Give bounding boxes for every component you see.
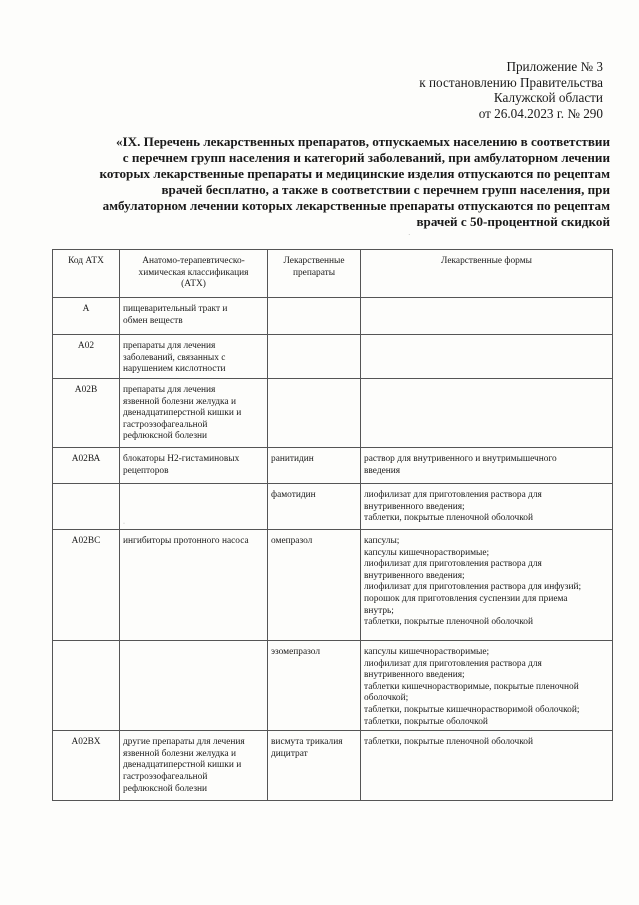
classification-cell xyxy=(120,335,268,379)
dosage-form-cell-line: внутривенного введения; xyxy=(364,670,465,681)
dosage-form-cell-line: капсулы; xyxy=(364,536,400,546)
preparation-cell xyxy=(268,298,361,335)
preparation-cell xyxy=(268,484,361,530)
atx-code-cell: А02ВХ xyxy=(53,731,120,801)
classification-cell xyxy=(120,448,268,484)
classification-cell-line: ингибиторы протонного насоса xyxy=(123,536,249,546)
dosage-form-cell-line: порошок для приготовления суспензии для приема xyxy=(364,593,568,604)
dosage-form-cell-line: таблетки, покрытые пленочной оболочкой xyxy=(364,513,533,524)
preparation-cell-line: эзомепразол xyxy=(271,647,321,657)
table-row xyxy=(53,530,613,641)
dosage-form-cell xyxy=(361,379,613,448)
table-header-row xyxy=(53,250,613,298)
header-classification-line: химическая классификация xyxy=(138,267,249,278)
preparation-cell-line: висмута трикалия xyxy=(271,737,343,748)
dosage-form-cell-line: лиофилизат для приготовления раствора для инфузий; xyxy=(364,582,582,593)
classification-cell xyxy=(120,298,268,335)
dosage-form-cell-line: внутривенного введения; xyxy=(364,501,465,512)
dosage-form-cell xyxy=(361,731,613,801)
preparation-cell xyxy=(268,335,361,379)
dosage-form-cell-line: таблетки, покрытые оболочкой xyxy=(364,716,488,727)
dosage-form-cell-line: раствор для внутривенного и внутримышечного xyxy=(364,454,557,464)
dosage-form-cell-line: таблетки, покрытые пленочной оболочкой xyxy=(364,737,533,748)
dosage-form-cell-line: внутрь; xyxy=(364,605,394,616)
atx-code-cell: А02В xyxy=(53,379,120,448)
dosage-form-cell-line: лиофилизат для приготовления раствора для xyxy=(364,658,542,669)
atx-table xyxy=(52,249,613,801)
document-title xyxy=(48,134,610,230)
atx-code-cell xyxy=(53,484,120,530)
classification-cell xyxy=(120,530,268,641)
dosage-form-cell xyxy=(361,530,613,641)
classification-cell xyxy=(120,641,268,731)
classification-cell-line: блокаторы Н2-гистаминовых xyxy=(123,454,240,464)
dosage-form-cell-line: лиофилизат для приготовления раствора для xyxy=(364,490,542,500)
atx-code-cell: А02ВС xyxy=(53,530,120,641)
classification-cell-line: нарушением кислотности xyxy=(123,364,226,375)
header-classification xyxy=(120,250,268,298)
atx-code-cell xyxy=(53,641,120,731)
preparation-cell-line: дицитрат xyxy=(271,748,308,759)
header-preparations xyxy=(268,250,361,298)
classification-cell-line: рецепторов xyxy=(123,465,169,476)
dosage-form-cell-line: лиофилизат для приготовления раствора для xyxy=(364,559,542,570)
classification-cell-line: рефлюксной болезни xyxy=(123,431,208,442)
preparation-cell-line: омепразол xyxy=(271,536,313,546)
table-row xyxy=(53,641,613,731)
classification-cell-line: другие препараты для лечения xyxy=(123,737,245,748)
table-row xyxy=(53,379,613,448)
header-classification-line: (АТХ) xyxy=(181,279,206,290)
dosage-form-cell xyxy=(361,641,613,731)
table-row xyxy=(53,448,613,484)
classification-cell-line: язвенной болезни желудка и xyxy=(123,396,236,407)
preparation-cell xyxy=(268,448,361,484)
table-row xyxy=(53,335,613,379)
classification-cell-line: рефлюксной болезни xyxy=(123,783,208,794)
header-preparations-line: Лекарственные xyxy=(283,256,345,266)
classification-cell-line: препараты для лечения xyxy=(123,385,216,395)
preparation-cell xyxy=(268,641,361,731)
appendix-line-1: Приложение № 3 xyxy=(506,59,603,74)
classification-cell-line: препараты для лечения xyxy=(123,341,216,351)
preparation-cell xyxy=(268,530,361,641)
classification-cell-line: заболеваний, связанных с xyxy=(123,352,226,363)
header-preparations-line: препараты xyxy=(292,267,336,278)
atx-code-cell: А02ВА xyxy=(53,448,120,484)
title-line: которых лекарственные препараты и медицинские изделия отпускаются по рецептам xyxy=(99,166,610,181)
dosage-form-cell-line: внутривенного введения; xyxy=(364,570,465,581)
classification-cell-line: пищеварительный тракт и xyxy=(123,304,228,314)
appendix-line-2: к постановлению Правительства xyxy=(419,74,603,90)
scan-speck: · xyxy=(123,521,125,527)
dosage-form-cell xyxy=(361,448,613,484)
dosage-form-cell xyxy=(361,484,613,530)
title-line: с перечнем групп населения и категорий заболеваний, при амбулаторном лечении xyxy=(122,150,610,165)
classification-cell xyxy=(120,731,268,801)
dosage-form-cell-line: таблетки, покрытые кишечнорастворимой оболочкой; xyxy=(364,704,580,715)
dosage-form-cell xyxy=(361,335,613,379)
classification-cell-line: гастроэзофагеальной xyxy=(123,419,208,430)
preparation-cell xyxy=(268,379,361,448)
dosage-form-cell-line: таблетки, покрытые пленочной оболочкой xyxy=(364,617,533,628)
dosage-form-cell-line: капсулы кишечнорастворимые; xyxy=(364,647,490,657)
classification-cell-line: двенадцатиперстной кишки и xyxy=(123,760,242,771)
atx-code-cell: А02 xyxy=(53,335,120,379)
dosage-form-cell-line: оболочкой; xyxy=(364,693,409,704)
header-forms: Лекарственные формы xyxy=(361,250,613,298)
dosage-form-cell-line: капсулы кишечнорастворимые; xyxy=(364,547,490,558)
header-classification-line: Анатомо-терапевтическо- xyxy=(142,256,245,266)
table-row xyxy=(53,298,613,335)
atx-code-cell: А xyxy=(53,298,120,335)
classification-cell xyxy=(120,484,268,530)
classification-cell-line: двенадцатиперстной кишки и xyxy=(123,408,242,419)
title-line: «IX. Перечень лекарственных препаратов, отпускаемых населению в соответствии xyxy=(115,134,610,149)
scan-mark: ˙ xyxy=(408,233,411,241)
appendix-line-4: от 26.04.2023 г. № 290 xyxy=(478,105,603,121)
classification-cell-line: язвенной болезни желудка и xyxy=(123,748,236,759)
appendix-line-3: Калужской области xyxy=(493,90,603,105)
dosage-form-cell-line: введения xyxy=(364,465,401,476)
preparation-cell-line: ранитидин xyxy=(271,454,314,464)
classification-cell-line: обмен веществ xyxy=(123,315,183,326)
preparation-cell-line: фамотидин xyxy=(271,490,316,500)
table-row xyxy=(53,731,613,801)
appendix-block xyxy=(343,59,603,121)
dosage-form-cell xyxy=(361,298,613,335)
classification-cell-line: гастроэзофагеальной xyxy=(123,771,208,782)
classification-cell xyxy=(120,379,268,448)
title-line: амбулаторном лечении которых лекарственные препараты отпускаются по рецептам xyxy=(102,198,610,213)
title-line: врачей бесплатно, а также в соответствии с перечнем групп населения, при xyxy=(161,182,610,197)
title-line: врачей с 50-процентной скидкой xyxy=(416,214,610,229)
table-row xyxy=(53,484,613,530)
preparation-cell xyxy=(268,731,361,801)
table-body xyxy=(53,298,613,801)
header-code: Код АТХ xyxy=(53,250,120,298)
dosage-form-cell-line: таблетки кишечнорастворимые, покрытые пленочной xyxy=(364,681,579,692)
